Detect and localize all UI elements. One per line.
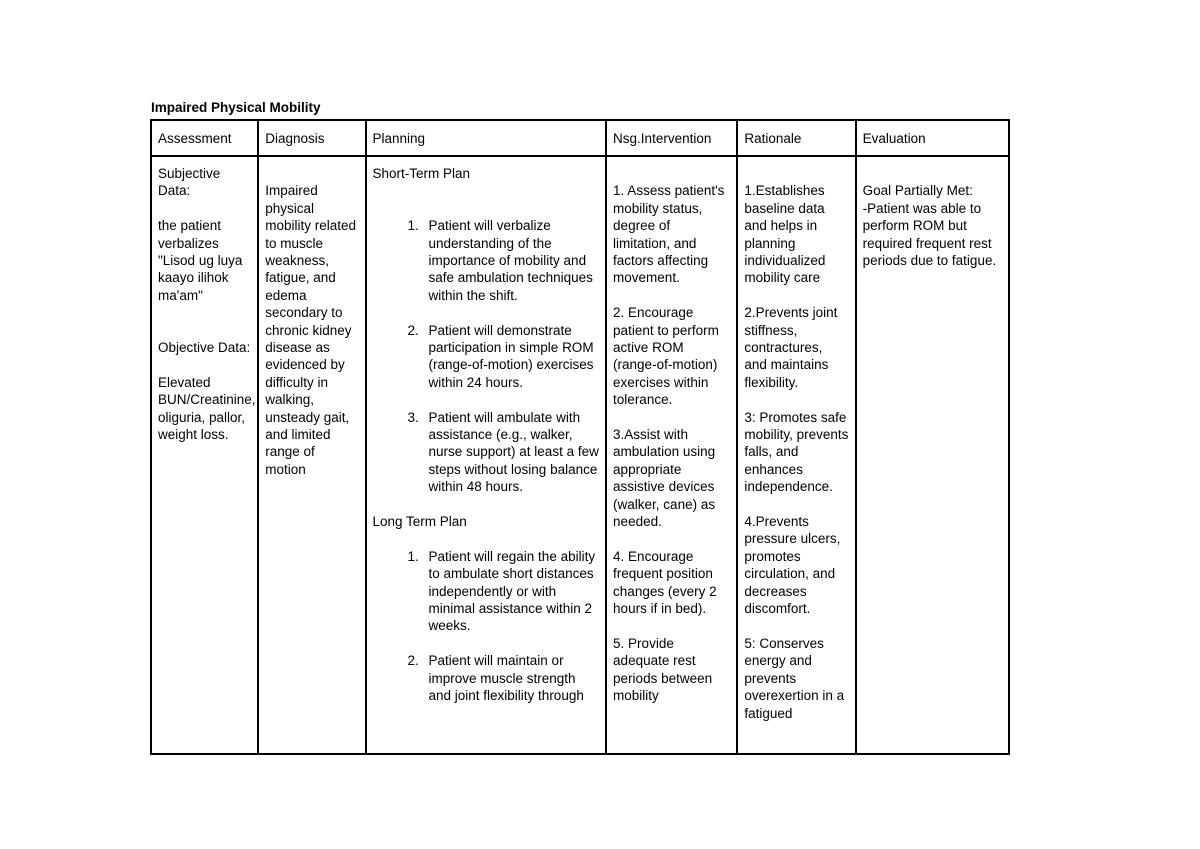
- rationale-item: 3: Promotes safe mobility, prevents falls, and enhances independence.: [744, 409, 849, 495]
- page-title: Impaired Physical Mobility: [151, 100, 321, 115]
- intervention-cell: [606, 156, 737, 754]
- evaluation-detail: -Patient was able to perform ROM but required frequent rest periods due to fatigue.: [862, 200, 997, 269]
- long-term-label: Long Term Plan: [372, 514, 467, 530]
- short-term-label: Short-Term Plan: [372, 166, 471, 181]
- header-planning: Planning: [366, 120, 607, 156]
- subjective-text: the patient verbalizes "Lisod ug luya kaayo ilihok ma'am": [158, 218, 243, 303]
- diagnosis-cell: [258, 156, 365, 754]
- rationale-item: 1.Establishes baseline data and helps in planning individualized mobility care: [744, 183, 826, 286]
- header-row: [151, 120, 1009, 156]
- subjective-label: Subjective Data:: [158, 166, 221, 199]
- evaluation-cell: [856, 156, 1009, 754]
- rationale-item: 4.Prevents pressure ulcers, promotes circulation, and decreases discomfort.: [744, 514, 841, 617]
- objective-label: Objective Data:: [158, 340, 251, 356]
- short-term-item: 3. Patient will ambulate with assistance (e.g., walker, nurse support) at least a few steps without losing balance within 48 hours.: [423, 409, 600, 496]
- assessment-cell: [151, 156, 258, 754]
- header-diagnosis: Diagnosis: [258, 120, 365, 156]
- evaluation-status: Goal Partially Met:: [862, 183, 973, 199]
- long-term-list: [373, 548, 600, 705]
- long-term-item: 1. Patient will regain the ability to ambulate short distances independently or with minimal assistance within 2 weeks.: [423, 548, 600, 635]
- short-term-item: 2. Patient will demonstrate participation in simple ROM (range-of-motion) exercises within 24 hours.: [423, 322, 600, 392]
- intervention-item: 2. Encourage patient to perform active ROM (range-of-motion) exercises within tolerance.: [613, 305, 719, 408]
- intervention-item: 3.Assist with ambulation using appropriate assistive devices (walker, cane) as needed.: [613, 427, 716, 530]
- rationale-cell: [737, 156, 855, 754]
- intervention-item: 1. Assess patient's mobility status, degree of limitation, and factors affecting movement.: [613, 183, 725, 286]
- intervention-item: 5. Provide adequate rest periods between mobility: [613, 635, 713, 704]
- rationale-item: 5: Conserves energy and prevents overexertion in a fatigued: [744, 635, 845, 721]
- header-rationale: Rationale: [737, 120, 855, 156]
- header-intervention: Nsg.Intervention: [606, 120, 737, 156]
- planning-cell: [366, 156, 607, 754]
- rationale-item: 2.Prevents joint stiffness, contractures, and maintains flexibility.: [744, 305, 838, 390]
- short-term-item: 1. Patient will verbalize understanding of the importance of mobility and safe ambulation techniques within the shift.: [423, 217, 600, 304]
- short-term-list: [373, 217, 600, 495]
- nursing-care-plan-table: [150, 119, 1010, 755]
- header-assessment: Assessment: [151, 120, 258, 156]
- content-row: [151, 156, 1009, 754]
- intervention-item: 4. Encourage frequent position changes (every 2 hours if in bed).: [613, 548, 717, 617]
- long-term-item: 2. Patient will maintain or improve muscle strength and joint flexibility through: [423, 652, 600, 704]
- objective-text: Elevated BUN/Creatinine, oliguria, pallor, weight loss.: [158, 374, 256, 443]
- header-evaluation: Evaluation: [856, 120, 1009, 156]
- diagnosis-text: Impaired physical mobility related to muscle weakness, fatigue, and edema secondary to chronic kidney disease as evidenced by difficulty in walking, unsteady gait, and limited range of motion: [265, 183, 357, 477]
